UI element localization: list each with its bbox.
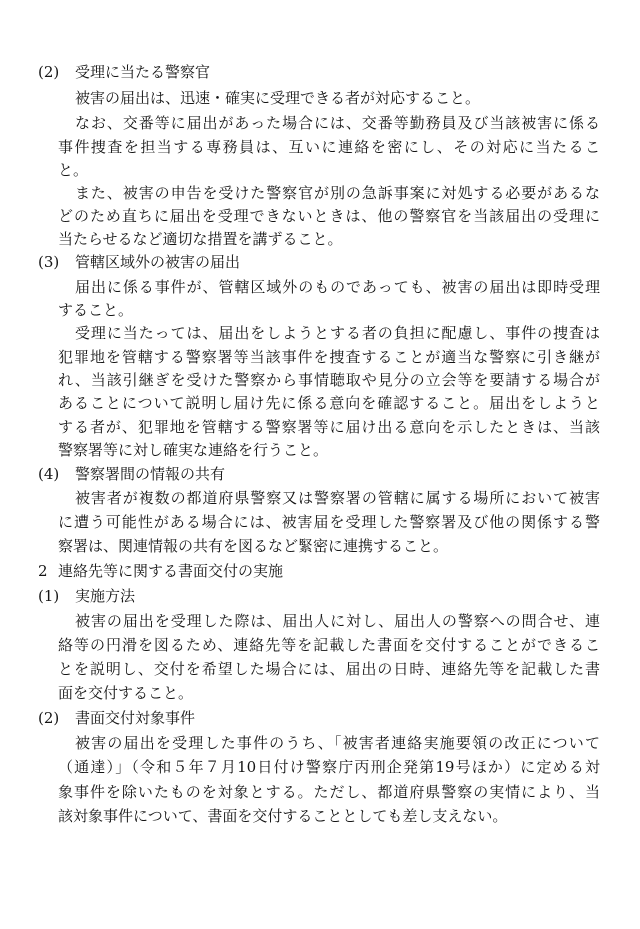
paragraph-line: 警察署等に対し確実な連絡を行うこと。	[58, 441, 329, 459]
paragraph-line: とを説明し、交付を希望した場合には、届出の日時、連絡先等を記載した書	[58, 660, 600, 678]
paragraph-line: 面を交付すること。	[58, 684, 194, 702]
section-number: (3)	[38, 253, 60, 271]
section-number: (4)	[38, 465, 60, 483]
section-number: 2	[38, 562, 48, 580]
paragraph-line: あることについて説明し届け先に係る意向を確認すること。届出をしようと	[58, 394, 600, 412]
section-number: (2)	[38, 63, 60, 81]
paragraph-line: また、被害の申告を受けた警察官が別の急訴事案に対処する必要があるな	[75, 184, 600, 202]
paragraph-line: どのため直ちに届出を受理できないときは、他の警察官を当該届出の受理に	[58, 207, 600, 225]
paragraph-line: なお、交番等に届出があった場合には、交番等勤務員及び当該被害に係る	[75, 114, 600, 132]
paragraph-line: 被害の届出を受理した事件のうち、「被害者連絡実施要領の改正について	[75, 734, 600, 752]
paragraph-line: する者が、犯罪地を管轄する警察署等に届け出る意向を示したときは、当該	[58, 418, 600, 436]
paragraph-line: （通達）」（令和５年７月10日付け警察庁丙刑企発第19号ほか）に定める対	[58, 758, 600, 776]
section-heading: 警察署間の情報の共有	[75, 465, 226, 483]
paragraph-line: 受理に当たっては、届出をしようとする者の負担に配慮し、事件の捜査は	[75, 324, 600, 342]
paragraph-line: 被害の届出を受理した際は、届出人に対し、届出人の警察への問合せ、連	[75, 612, 600, 630]
section-heading: 連絡先等に関する書面交付の実施	[58, 562, 284, 580]
paragraph-line: 犯罪地を管轄する警察署等当該事件を捜査することが適当な警察に引き継が	[58, 348, 600, 366]
paragraph-line: 当たらせるなど適切な措置を講ずること。	[58, 230, 343, 248]
paragraph-line: 察署は、関連情報の共有を図るなど緊密に連携すること。	[58, 537, 449, 555]
paragraph-line: 被害の届出は、迅速・確実に受理できる者が対応すること。	[75, 89, 481, 107]
section-heading: 受理に当たる警察官	[75, 63, 211, 81]
section-heading: 書面交付対象事件	[75, 709, 196, 727]
paragraph-line: れ、当該引継ぎを受けた警察から事情聴取や見分の立会等を要請する場合が	[58, 371, 600, 389]
section-number: (2)	[38, 709, 60, 727]
paragraph-line: 被害者が複数の都道府県警察又は警察署の管轄に属する場所において被害	[75, 489, 600, 507]
section-heading: 実施方法	[75, 587, 136, 605]
paragraph-line: に遭う可能性がある場合には、被害届を受理した警察署及び他の関係する警	[58, 513, 600, 531]
paragraph-line: 届出に係る事件が、管轄区域外のものであっても、被害の届出は即時受理	[75, 278, 600, 296]
paragraph-line: 絡等の円滑を図るため、連絡先等を記載した書面を交付することができるこ	[58, 636, 600, 654]
paragraph-line: 事件捜査を担当する専務員は、互いに連絡を密にし、その対応に当たるこ	[58, 138, 600, 156]
section-heading: 管轄区域外の被害の届出	[75, 253, 241, 271]
paragraph-line: 象事件を除いたものを対象とする。ただし、都道府県警察の実情により、当	[58, 783, 600, 801]
paragraph-line: と。	[58, 161, 89, 179]
paragraph-line: すること。	[58, 301, 134, 319]
paragraph-line: 該対象事件について、書面を交付することとしても差し支えない。	[58, 807, 508, 825]
section-number: (1)	[38, 587, 60, 605]
